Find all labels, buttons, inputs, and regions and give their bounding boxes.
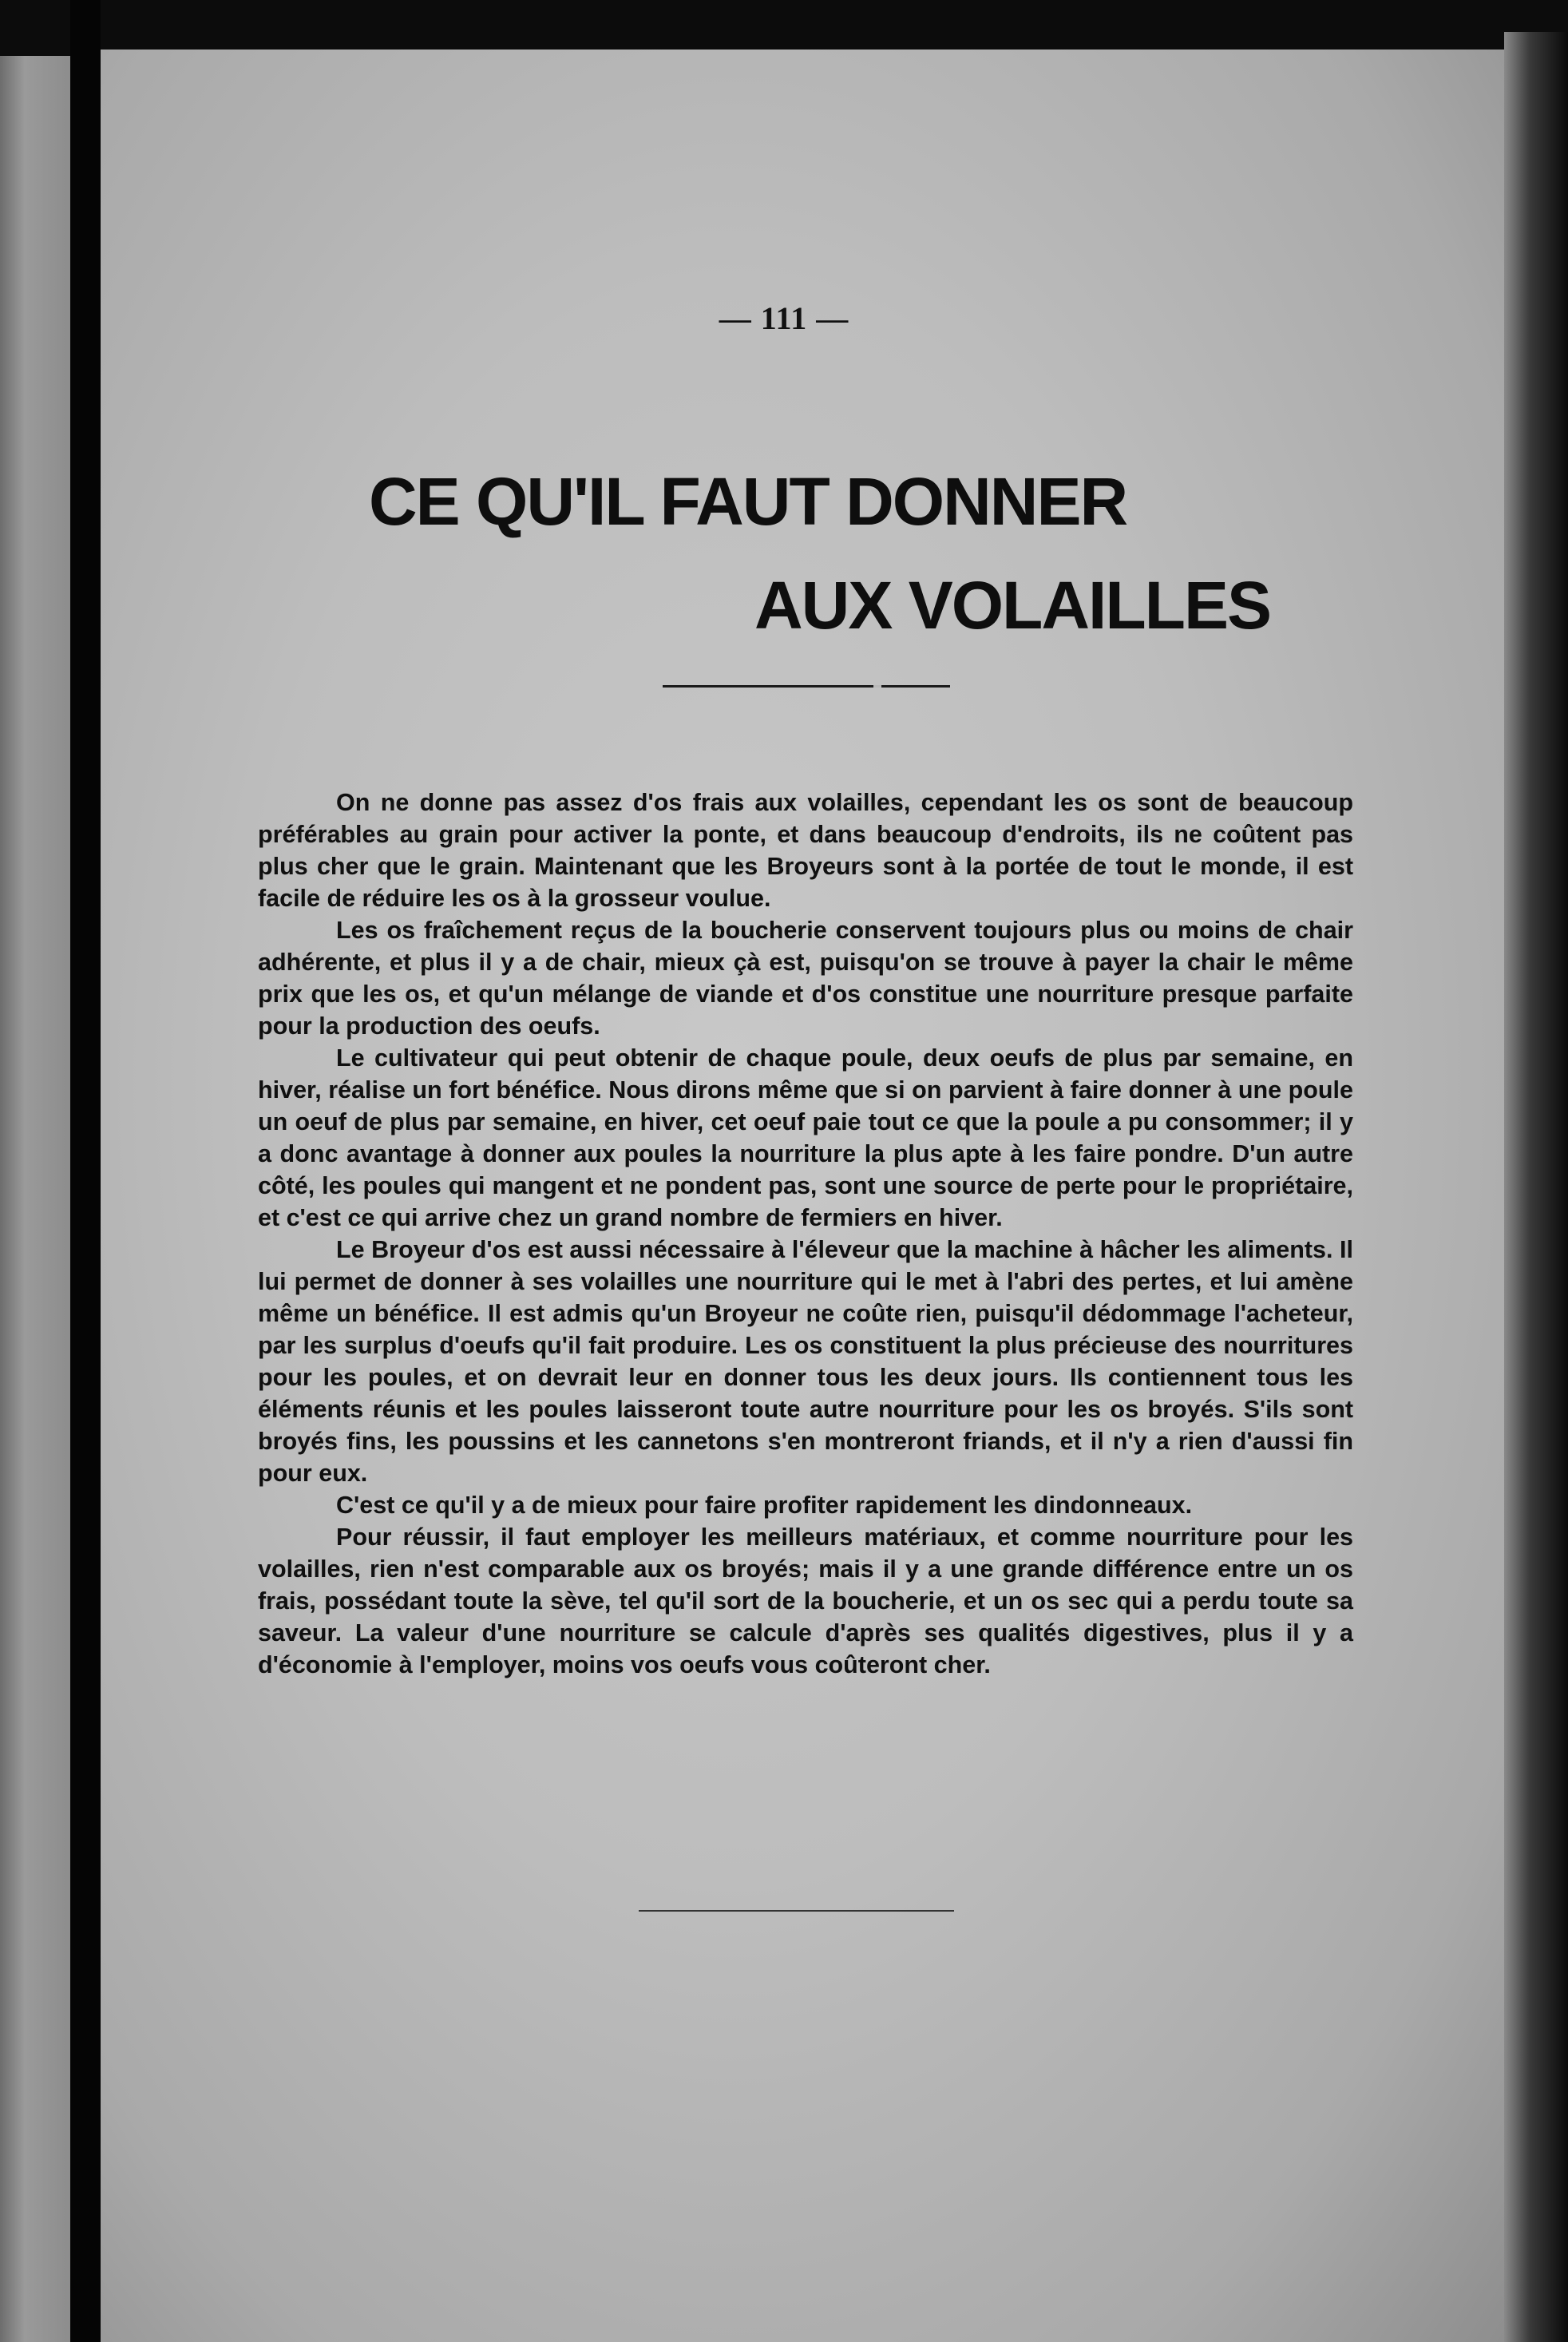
paragraph-5: C'est ce qu'il y a de mieux pour faire profiter rapidement les dindonneaux. xyxy=(336,1492,1193,1519)
page-number: — 111 — xyxy=(719,300,849,336)
title-divider xyxy=(663,685,950,688)
previous-page-edge xyxy=(0,56,70,2342)
paragraph-4: Le Broyeur d'os est aussi nécessaire à l'éleveur que la machine à hâcher les aliments. Il lui permet de donner à ses volailles une nourriture qui le met à l'abri des pertes, et lui amène même un bénéfice. Il est admis qu'un Broyeur ne coûte rien, puisqu'il dédommage l'acheteur, par les surplus d'oeufs qu'il fait produire. Les os constituent la plus précieuse des nourritures pour les poules, et on devrait leur en donner tous les deux jours. Ils contiennent tous les éléments réunis et les poules laisseront toute autre nourriture pour les os broyés. S'ils sont broyés fins, les poussins et les cannetons s'en montreront friands, et il n'y a rien d'aussi fin pour eux. xyxy=(258,1236,1353,1487)
end-divider xyxy=(639,1910,954,1912)
paragraph-2: Les os fraîchement reçus de la boucherie conservent toujours plus ou moins de chair adhérente, et plus il y a de chair, mieux çà est, puisqu'on se trouve à payer la chair le même prix que les os, et qu'un mélange de viande et d'os constitue une nourriture presque parfaite pour la production des oeufs. xyxy=(258,917,1353,1040)
page-title-line-2: AUX VOLAILLES xyxy=(754,568,1271,643)
paragraph-1: On ne donne pas assez d'os frais aux volailles, cependant les os sont de beaucoup préférables au grain pour activer la ponte, et dans beaucoup d'endroits, ils ne coûtent pas plus cher que le grain. Maintenant que les Broyeurs sont à la portée de tout le monde, il est facile de réduire les os à la grosseur voulue. xyxy=(258,789,1353,912)
book-gutter xyxy=(70,0,101,2342)
paragraph-3: Le cultivateur qui peut obtenir de chaque poule, deux oeufs de plus par semaine, en hiver, réalise un fort bénéfice. Nous dirons même que si on parvient à faire donner à une poule un oeuf de plus par semaine, en hiver, cet oeuf paie tout ce que la poule a pu consommer; il y a donc avantage à donner aux poules la nourriture la plus apte à les faire pondre. D'un autre côté, les poules qui mangent et ne pondent pas, sont une source de perte pour le propriétaire, et c'est ce qui arrive chez un grand nombre de fermiers en hiver. xyxy=(258,1044,1353,1231)
page-title-line-1: CE QU'IL FAUT DONNER xyxy=(369,464,1127,539)
article-body xyxy=(258,787,1353,1681)
page-right-edge xyxy=(1504,32,1568,2342)
paragraph-6: Pour réussir, il faut employer les meilleurs matériaux, et comme nourriture pour les volailles, rien n'est comparable aux os broyés; mais il y a une grande différence entre un os frais, possédant toute la sève, tel qu'il sort de la boucherie, et un os sec qui a perdu toute sa saveur. La valeur d'une nourriture se calcule d'après ses qualités digestives, plus il y a d'économie à l'employer, moins vos oeufs vous coûteront cher. xyxy=(258,1524,1353,1678)
